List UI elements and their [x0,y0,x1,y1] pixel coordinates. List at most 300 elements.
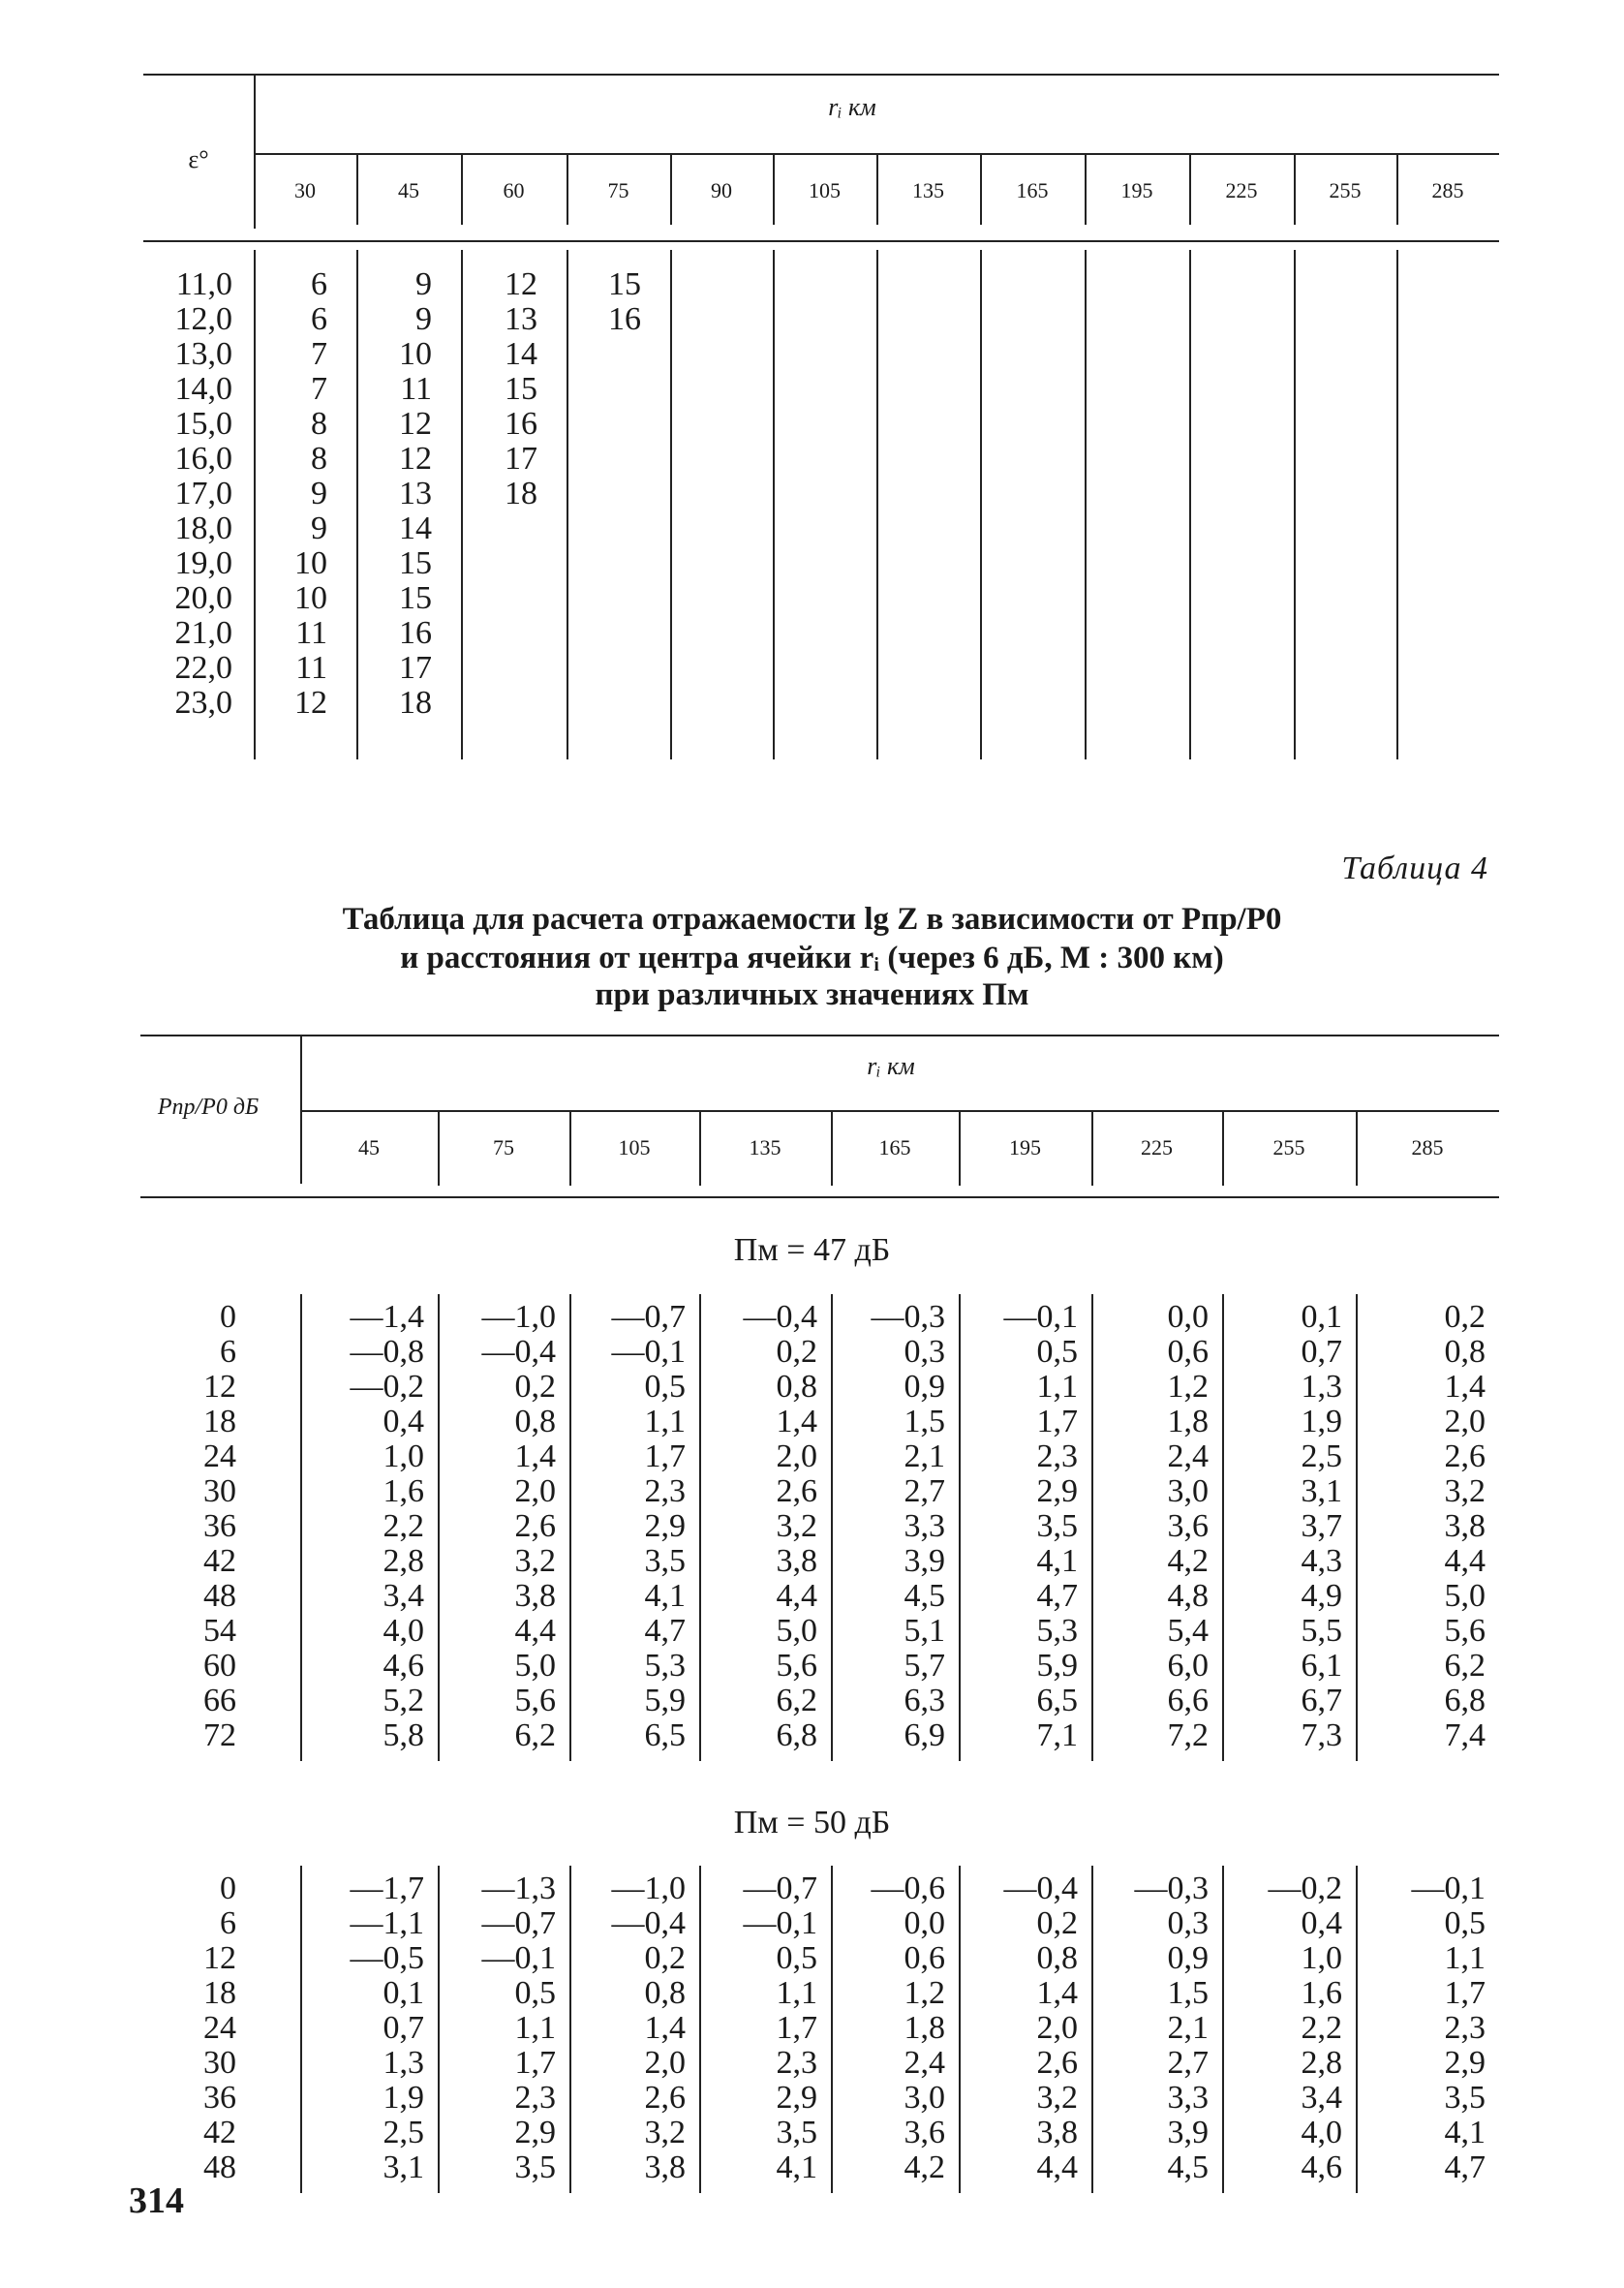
table3-col-75 [567,267,641,337]
table4-group-rule [300,1110,1499,1112]
table3-cell: 15 [608,266,641,302]
section2-cell: 1,2 [904,1975,945,2011]
section1-cell: —0,3 [871,1299,945,1335]
section1-cell: —0,7 [611,1299,686,1335]
table3-body-vline [1294,250,1296,759]
section2-row-label: 48 [203,2149,236,2185]
table4-header-vline [1222,1112,1224,1186]
table3-col-header-60: 60 [503,178,525,202]
section2-cell: 2,0 [644,2045,686,2081]
section1-cell: 4,2 [1167,1543,1209,1579]
table3-cell: 12 [399,441,432,477]
table4-header-vline [1356,1112,1358,1186]
section2-col-135 [699,1871,817,2185]
section1-cell: 2,0 [1444,1404,1486,1439]
section1-cell: 1,1 [1036,1369,1078,1405]
table3-col-header-30: 30 [294,178,316,202]
section1-col-45 [300,1300,424,1753]
section1-cell: 7,4 [1444,1717,1486,1753]
section2-cell: 1,0 [1301,1940,1342,1976]
section2-cell: —0,1 [743,1905,817,1941]
section1-cell: 3,6 [1167,1508,1209,1544]
section2-cell: —1,1 [350,1905,424,1941]
section2-row-label: 12 [203,1940,236,1976]
section1-col-135 [699,1300,817,1753]
table3-cell: 10 [294,580,327,616]
table3-header-vline [670,153,672,225]
section1-cell: 6,7 [1301,1683,1342,1718]
section2-row-label: 18 [203,1975,236,2011]
section1-cell: —0,1 [611,1334,686,1370]
section1-cell: 1,4 [1444,1369,1486,1405]
table3-cell: 11 [295,650,327,686]
table3-col-header-285: 285 [1431,178,1464,202]
section1-cell: 0,6 [1167,1334,1209,1370]
section2-cell: 3,9 [1167,2115,1209,2150]
section2-cell: 0,8 [1036,1940,1078,1976]
section2-cell: 1,7 [776,2010,817,2046]
table3-cell: 16 [505,406,537,442]
section1-cell: 5,6 [514,1683,556,1718]
section1-cell: 5,5 [1301,1613,1342,1649]
table3-col-header-165: 165 [1016,178,1049,202]
section1-cell: 2,3 [644,1473,686,1509]
table4-header-vline [831,1112,833,1186]
section1-col-255 [1222,1300,1342,1753]
section1-cell: 6,8 [776,1717,817,1753]
section1-cell: 4,4 [514,1613,556,1649]
table3-cell: 10 [294,545,327,581]
table3-group-header: rᵢ км [828,93,876,121]
section2-cell: 1,7 [514,2045,556,2081]
section1-cell: 6,1 [1301,1648,1342,1684]
section1-cell: 2,2 [383,1508,424,1544]
table3-cell: 6 [311,301,327,337]
section1-col-165 [831,1300,945,1753]
section2-cell: 0,0 [904,1905,945,1941]
section1-cell: 5,3 [1036,1613,1078,1649]
section2-cell: 2,9 [514,2115,556,2150]
table4-col-header-195: 195 [1009,1135,1041,1159]
table3-header-vline [980,153,982,225]
section2-cell: 2,9 [776,2080,817,2116]
section1-cell: —1,4 [350,1299,424,1335]
section2-cell: 0,4 [1301,1905,1342,1941]
table3-col-60 [461,267,537,511]
table3-header-vline [356,153,358,225]
section2-col-195 [959,1871,1078,2185]
section1-row-label: 36 [203,1508,236,1544]
section1-row-label: 18 [203,1404,236,1439]
section2-cell: 0,1 [383,1975,424,2011]
section2-cell: 0,5 [776,1940,817,1976]
table3-row-label: 11,0 [175,266,232,302]
section1-cell: 1,7 [1036,1404,1078,1439]
table4-header-bottom-rule [140,1196,1499,1198]
section1-cell: 2,1 [904,1438,945,1474]
table3-cell: 6 [311,266,327,302]
section2-cell: 4,4 [1036,2149,1078,2185]
section2-cell: 2,3 [776,2045,817,2081]
section1-cell: 5,8 [383,1717,424,1753]
section2-cell: 0,7 [383,2010,424,2046]
table4-col-header-135: 135 [749,1135,781,1159]
section1-cell: 4,4 [776,1578,817,1614]
section1-col-105 [569,1300,686,1753]
section2-col-75 [438,1871,556,2185]
section2-cell: —0,4 [1003,1871,1078,1906]
section2-cell: —0,7 [743,1871,817,1906]
table4-caption-line2: и расстояния от центра ячейки rᵢ (через 6 дБ, М : 300 км) [400,941,1224,975]
section2-cell: —0,2 [1268,1871,1342,1906]
section1-cell: 6,5 [644,1717,686,1753]
table4-col-header-285: 285 [1411,1135,1444,1159]
section1-cell: 0,8 [1444,1334,1486,1370]
section1-cell: 4,8 [1167,1578,1209,1614]
section1-cell: 3,8 [1444,1508,1486,1544]
section1-cell: 1,2 [1167,1369,1209,1405]
section2-cell: 3,6 [904,2115,945,2150]
table3-col-header-255: 255 [1329,178,1362,202]
table3-header-vline [567,153,568,225]
section1-row-label: 54 [203,1613,236,1649]
table3-cell: 16 [608,301,641,337]
section2-cell: —1,0 [611,1871,686,1906]
section2-row-label: 24 [203,2010,236,2046]
section2-col-255 [1222,1871,1342,2185]
section2-cell: 3,5 [776,2115,817,2150]
table3-col-header-225: 225 [1225,178,1258,202]
section1-col-75 [438,1300,556,1753]
table3-col-header-90: 90 [711,178,732,202]
table3-row-label: 19,0 [174,545,232,581]
table4-stub-vline [300,1036,302,1184]
section1-cell: 6,2 [1444,1648,1486,1684]
section1-cell: 4,6 [383,1648,424,1684]
table3-cell: 12 [294,685,327,721]
section2-row-labels [145,1871,236,2185]
section1-cell: —0,1 [1003,1299,1078,1335]
section2-cell: —0,7 [481,1905,556,1941]
section1-cell: 1,6 [383,1473,424,1509]
section1-row-label: 66 [203,1683,236,1718]
section2-cell: 4,1 [776,2149,817,2185]
section2-cell: —0,1 [481,1940,556,1976]
section2-cell: 2,2 [1301,2010,1342,2046]
table3-cell: 7 [311,336,327,372]
table3-cell: 17 [505,441,537,477]
section2-cell: 1,6 [1301,1975,1342,2011]
section1-row-label: 72 [203,1717,236,1753]
section1-cell: 0,0 [1167,1299,1209,1335]
section1-col-225 [1091,1300,1209,1753]
section2-cell: 2,3 [514,2080,556,2116]
section1-cell: 4,9 [1301,1578,1342,1614]
section2-cell: —1,7 [350,1871,424,1906]
section2-cell: 3,8 [644,2149,686,2185]
table3-header-vline [1189,153,1191,225]
table3-cell: 18 [505,476,537,511]
table3-row-label: 18,0 [174,510,232,546]
table3-body-vline [876,250,878,759]
table3-cell: 8 [311,441,327,477]
section2-row-label: 30 [203,2045,236,2081]
section1-cell: 1,4 [514,1438,556,1474]
table4-col-header-255: 255 [1272,1135,1305,1159]
section2-cell: 2,6 [1036,2045,1078,2081]
section2-cell: 0,3 [1167,1905,1209,1941]
section1-cell: 0,9 [904,1369,945,1405]
section2-cell: 4,5 [1167,2149,1209,2185]
section2-cell: —0,4 [611,1905,686,1941]
section1-row-label: 24 [203,1438,236,1474]
section1-cell: 7,1 [1036,1717,1078,1753]
section1-cell: —0,2 [350,1369,424,1405]
table3-cell: 17 [399,650,432,686]
section1-cell: 3,1 [1301,1473,1342,1509]
section1-cell: 6,2 [514,1717,556,1753]
table3-cell: 18 [399,685,432,721]
section1-cell: —1,0 [481,1299,556,1335]
table3-cell: 10 [399,336,432,372]
section1-cell: 2,8 [383,1543,424,1579]
section2-cell: —0,1 [1411,1871,1486,1906]
section1-cell: 0,5 [644,1369,686,1405]
section1-col-195 [959,1300,1078,1753]
table4-header-vline [959,1112,961,1186]
section2-cell: 0,5 [1444,1905,1486,1941]
section1-cell: 1,7 [644,1438,686,1474]
section2-cell: 0,5 [514,1975,556,2011]
section2-cell: 0,9 [1167,1940,1209,1976]
table3-row-label: 21,0 [174,615,232,651]
table4-col-header-105: 105 [618,1135,651,1159]
section2-cell: 2,8 [1301,2045,1342,2081]
section1-cell: 5,6 [776,1648,817,1684]
table4-header-vline [569,1112,571,1186]
section1-cell: 6,2 [776,1683,817,1718]
section2-col-45 [300,1871,424,2185]
section1-cell: 5,6 [1444,1613,1486,1649]
section1-cell: —0,8 [350,1334,424,1370]
table3-col-45 [356,267,432,721]
table3-cell: 12 [505,266,537,302]
section2-cell: 3,1 [383,2149,424,2185]
table3-cell: 15 [505,371,537,407]
section1-cell: 3,2 [776,1508,817,1544]
section1-cell: 3,2 [514,1543,556,1579]
table3-row-label: 12,0 [174,301,232,337]
section1-cell: 6,6 [1167,1683,1209,1718]
section1-cell: 5,0 [776,1613,817,1649]
section1-cell: 5,9 [644,1683,686,1718]
section2-cell: 2,6 [644,2080,686,2116]
section1-cell: 7,2 [1167,1717,1209,1753]
section1-cell: 1,9 [1301,1404,1342,1439]
table4-row-header: Pпр/P0 дБ [157,1095,260,1120]
table3-cell: 14 [399,510,432,546]
table3-cell: 7 [311,371,327,407]
section2-cell: 1,5 [1167,1975,1209,2011]
section1-cell: 6,5 [1036,1683,1078,1718]
section1-title: Пм = 47 дБ [733,1232,891,1268]
table3-header-vline [1085,153,1087,225]
section1-cell: 0,8 [776,1369,817,1405]
section1-cell: 2,5 [1301,1438,1342,1474]
table3-row-label: 15,0 [174,406,232,442]
section1-cell: 5,3 [644,1648,686,1684]
section1-row-label: 60 [203,1648,236,1684]
section1-cell: 4,1 [1036,1543,1078,1579]
table4-top-rule [140,1035,1499,1036]
section1-row-label: 0 [220,1299,236,1335]
section1-cell: 3,9 [904,1543,945,1579]
section2-cell: —0,6 [871,1871,945,1906]
section1-cell: 0,1 [1301,1299,1342,1335]
section1-cell: 3,0 [1167,1473,1209,1509]
table4-header-vline [699,1112,701,1186]
table3-row-label: 14,0 [174,371,232,407]
section2-cell: 1,8 [904,2010,945,2046]
table3-header-vline [461,153,463,225]
table4-caption-line3: при различных значениях Пм [595,977,1029,1012]
table3-stub-vline [254,76,256,229]
table3-cell: 12 [399,406,432,442]
table4-group-header: rᵢ км [867,1052,915,1080]
section2-cell: 1,1 [514,2010,556,2046]
section2-row-label: 0 [220,1871,236,1906]
section2-title: Пм = 50 дБ [733,1805,891,1840]
section2-cell: 1,4 [1036,1975,1078,2011]
section2-cell: 3,5 [514,2149,556,2185]
section1-cell: 5,7 [904,1648,945,1684]
section2-cell: 2,0 [1036,2010,1078,2046]
section1-cell: —0,4 [481,1334,556,1370]
section1-cell: 0,8 [514,1404,556,1439]
section1-cell: 4,5 [904,1578,945,1614]
table3-cell: 13 [399,476,432,511]
section2-cell: 1,1 [776,1975,817,2011]
section2-cell: —1,3 [481,1871,556,1906]
section1-cell: 3,5 [644,1543,686,1579]
section1-cell: 1,0 [383,1438,424,1474]
table3-cell: 11 [295,615,327,651]
section2-cell: 2,5 [383,2115,424,2150]
section1-cell: 2,3 [1036,1438,1078,1474]
section2-cell: 4,6 [1301,2149,1342,2185]
section1-row-label: 12 [203,1369,236,1405]
section2-cell: 0,8 [644,1975,686,2011]
section2-cell: 4,0 [1301,2115,1342,2150]
table4-col-header-165: 165 [878,1135,911,1159]
table3-row-label: 20,0 [174,580,232,616]
section1-cell: 6,3 [904,1683,945,1718]
section1-cell: 2,6 [776,1473,817,1509]
section2-cell: 3,0 [904,2080,945,2116]
section2-cell: 3,2 [1036,2080,1078,2116]
section2-col-285 [1356,1871,1486,2185]
table3-body-vline [980,250,982,759]
table3-body-vline [670,250,672,759]
section1-cell: 1,1 [644,1404,686,1439]
section1-row-label: 6 [220,1334,236,1370]
table3-cell: 9 [311,476,327,511]
table3-row-label: 16,0 [174,441,232,477]
section2-cell: 1,4 [644,2010,686,2046]
table3-header-vline [1294,153,1296,225]
section2-cell: 3,5 [1444,2080,1486,2116]
table3-header-vline [1396,153,1398,225]
section1-cell: 2,4 [1167,1438,1209,1474]
section2-col-165 [831,1871,945,2185]
table4-header-vline [1091,1112,1093,1186]
section2-col-225 [1091,1871,1209,2185]
section1-cell: 6,9 [904,1717,945,1753]
section1-cell: 1,8 [1167,1404,1209,1439]
section2-cell: 1,3 [383,2045,424,2081]
section1-cell: 3,7 [1301,1508,1342,1544]
table3-header-vline [876,153,878,225]
table3-cell: 14 [505,336,537,372]
table4-col-header-75: 75 [493,1135,514,1159]
section1-cell: 3,2 [1444,1473,1486,1509]
section2-cell: 3,2 [644,2115,686,2150]
table3-cell: 9 [415,301,432,337]
section1-cell: 0,2 [1444,1299,1486,1335]
section2-row-label: 36 [203,2080,236,2116]
section1-cell: 6,8 [1444,1683,1486,1718]
section2-cell: 4,7 [1444,2149,1486,2185]
section2-cell: 1,9 [383,2080,424,2116]
section1-cell: 3,4 [383,1578,424,1614]
section1-cell: 3,3 [904,1508,945,1544]
section2-cell: 3,8 [1036,2115,1078,2150]
section1-cell: 2,0 [514,1473,556,1509]
section1-cell: 3,8 [776,1543,817,1579]
section1-cell: 2,9 [644,1508,686,1544]
section2-cell: 1,1 [1444,1940,1486,1976]
table3-cell: 9 [415,266,432,302]
section1-cell: 7,3 [1301,1717,1342,1753]
section1-cell: 2,0 [776,1438,817,1474]
table3-row-label: 22,0 [174,650,232,686]
section1-cell: 4,3 [1301,1543,1342,1579]
section1-row-label: 48 [203,1578,236,1614]
section1-cell: 2,6 [514,1508,556,1544]
table3-col-30 [254,267,327,721]
section1-cell: 5,1 [904,1613,945,1649]
section2-row-label: 42 [203,2115,236,2150]
section2-cell: 4,1 [1444,2115,1486,2150]
section2-cell: 4,2 [904,2149,945,2185]
table3-col-header-75: 75 [607,178,629,202]
section1-cell: 5,0 [1444,1578,1486,1614]
table3-row-label: 23,0 [174,685,232,721]
table4-label: Таблица 4 [1341,850,1488,886]
table3-col-header-195: 195 [1120,178,1153,202]
section2-cell: —0,3 [1134,1871,1209,1906]
section1-cell: 2,6 [1444,1438,1486,1474]
section1-cell: 4,0 [383,1613,424,1649]
section1-row-labels [145,1300,236,1753]
table4-caption-line1: Таблица для расчета отражаемости lg Z в зависимости от Pпр/P0 [342,902,1282,937]
section2-cell: 3,3 [1167,2080,1209,2116]
section1-cell: 4,7 [644,1613,686,1649]
section1-cell: 5,0 [514,1648,556,1684]
section1-cell: 5,4 [1167,1613,1209,1649]
table3-top-rule [143,74,1499,76]
section2-cell: 2,9 [1444,2045,1486,2081]
